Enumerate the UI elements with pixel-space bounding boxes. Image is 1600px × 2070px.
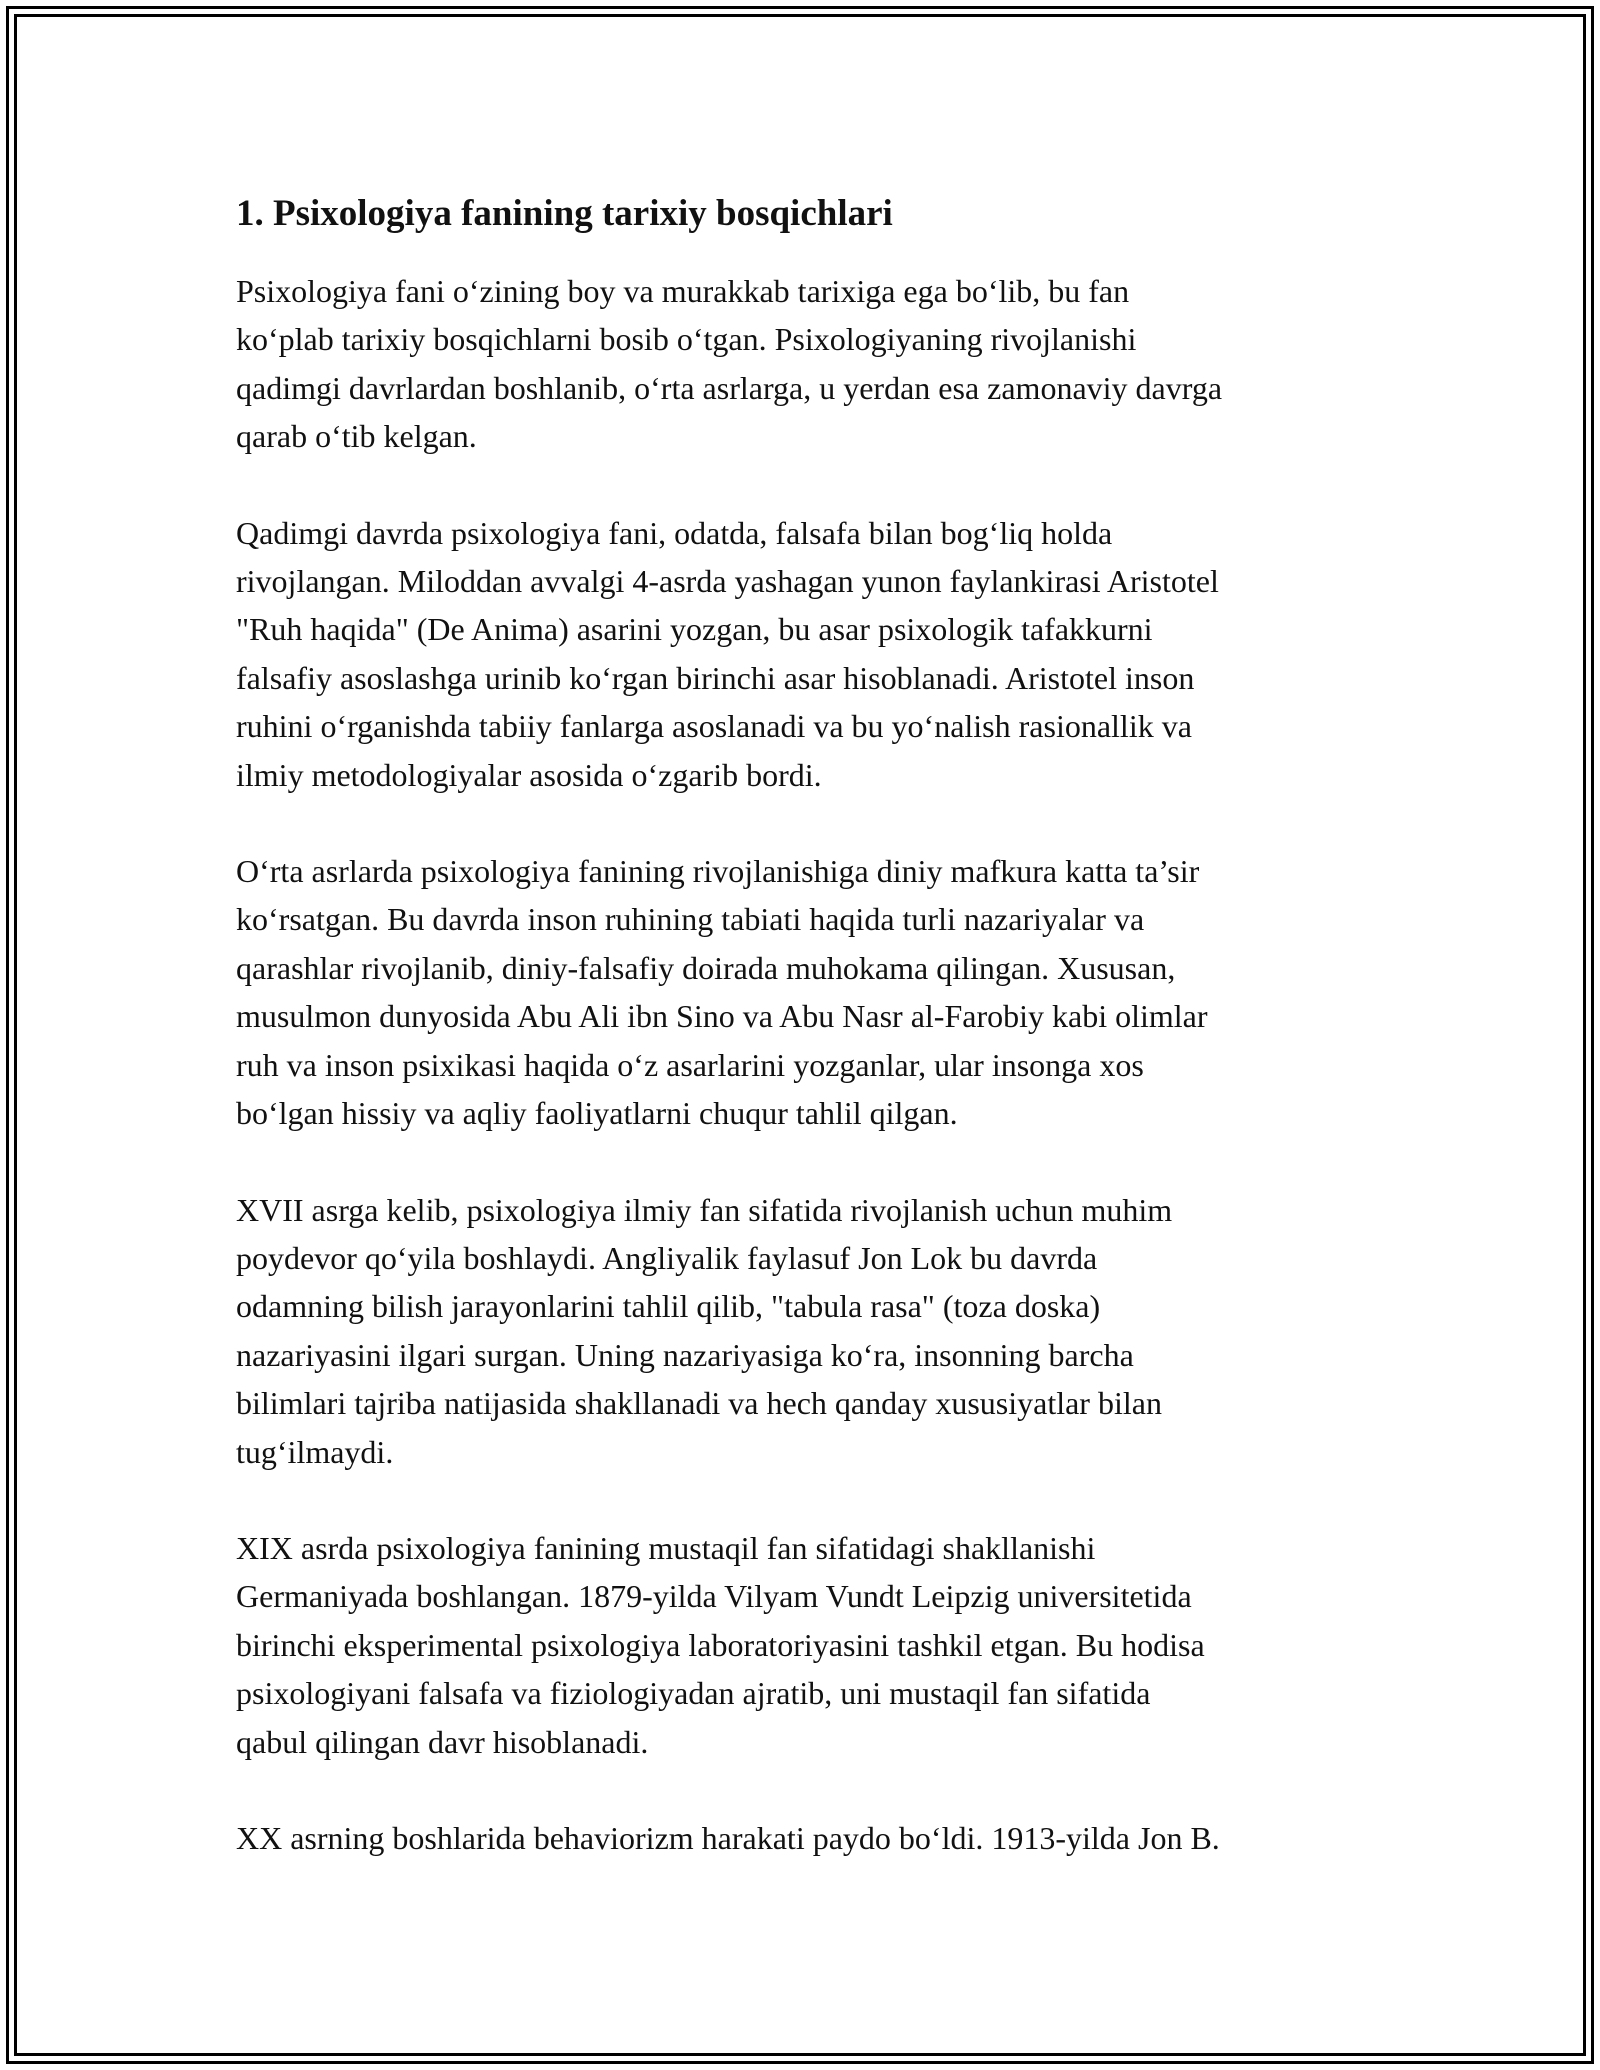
text-line: Germaniyada boshlangan. 1879-yilda Vilyam Vundt Leipzig universitetida xyxy=(236,1578,1192,1615)
document-body xyxy=(236,267,1376,1862)
text-line: nazariyasini ilgari surgan. Uning nazariyasiga ko‘ra, insonning barcha xyxy=(236,1336,1134,1373)
text-line: poydevor qo‘yila boshlaydi. Angliyalik faylasuf Jon Lok bu davrda xyxy=(236,1239,1098,1276)
text-line: musulmon dunyosida Abu Ali ibn Sino va Abu Nasr al-Farobiy kabi olimlar xyxy=(236,998,1208,1035)
text-line: XX asrning boshlarida behaviorizm harakati paydo bo‘ldi. 1913-yilda Jon B. xyxy=(236,1819,1220,1856)
paragraph-3 xyxy=(236,847,1376,1137)
text-line: Qadimgi davrda psixologiya fani, odatda, falsafa bilan bog‘liq holda xyxy=(236,514,1113,551)
text-line: bilimlari tajriba natijasida shakllanadi va hech qanday xususiyatlar bilan xyxy=(236,1385,1162,1422)
text-line: qarab o‘tib kelgan. xyxy=(236,418,477,455)
document-page xyxy=(236,185,1376,1910)
text-line: qadimgi davrlardan boshlanib, o‘rta asrlarga, u yerdan esa zamonaviy davrga xyxy=(236,369,1223,406)
text-line: O‘rta asrlarda psixologiya fanining rivojlanishiga diniy mafkura katta ta’sir xyxy=(236,853,1200,890)
text-line: psixologiyani falsafa va fiziologiyadan ajratib, uni mustaqil fan sifatida xyxy=(236,1675,1151,1712)
text-line: ko‘plab tarixiy bosqichlarni bosib o‘tgan. Psixologiyaning rivojlanishi xyxy=(236,321,1137,358)
text-line: qabul qilingan davr hisoblanadi. xyxy=(236,1723,649,1760)
text-line: birinchi eksperimental psixologiya laboratoriyasini tashkil etgan. Bu hodisa xyxy=(236,1626,1205,1663)
text-line: XVII asrga kelib, psixologiya ilmiy fan sifatida rivojlanish uchun muhim xyxy=(236,1191,1173,1228)
text-line: rivojlangan. Miloddan avvalgi 4-asrda yashagan yunon faylankirasi Aristotel xyxy=(236,563,1219,600)
text-line: "Ruh haqida" (De Anima) asarini yozgan, bu asar psixologik tafakkurni xyxy=(236,611,1153,648)
text-line: falsafiy asoslashga urinib ko‘rgan birinchi asar hisoblanadi. Aristotel inson xyxy=(236,659,1195,696)
section-heading: 1. Psixologiya fanining tarixiy bosqichlari xyxy=(236,193,893,234)
text-line: ilmiy metodologiyalar asosida o‘zgarib bordi. xyxy=(236,756,822,793)
text-line: tug‘ilmaydi. xyxy=(236,1433,394,1470)
text-line: Psixologiya fani o‘zining boy va murakkab tarixiga ega bo‘lib, bu fan xyxy=(236,273,1130,309)
paragraph-4 xyxy=(236,1186,1376,1476)
text-line: XIX asrda psixologiya fanining mustaqil fan sifatidagi shakllanishi xyxy=(236,1529,1096,1566)
text-line: qarashlar rivojlanib, diniy-falsafiy doirada muhokama qilingan. Xususan, xyxy=(236,949,1176,986)
text-line: ko‘rsatgan. Bu davrda inson ruhining tabiati haqida turli nazariyalar va xyxy=(236,901,1145,938)
paragraph-1 xyxy=(236,267,1376,461)
text-line: ruh va inson psixikasi haqida o‘z asarlarini yozganlar, ular insonga xos xyxy=(236,1046,1144,1083)
paragraph-2 xyxy=(236,509,1376,799)
paragraph-6 xyxy=(236,1814,1376,1862)
text-line: ruhini o‘rganishda tabiiy fanlarga asoslanadi va bu yo‘nalish rasionallik va xyxy=(236,708,1192,745)
text-line: bo‘lgan hissiy va aqliy faoliyatlarni chuqur tahlil qilgan. xyxy=(236,1095,958,1132)
paragraph-5 xyxy=(236,1524,1376,1766)
text-line: odamning bilish jarayonlarini tahlil qilib, "tabula rasa" (toza doska) xyxy=(236,1288,1101,1325)
